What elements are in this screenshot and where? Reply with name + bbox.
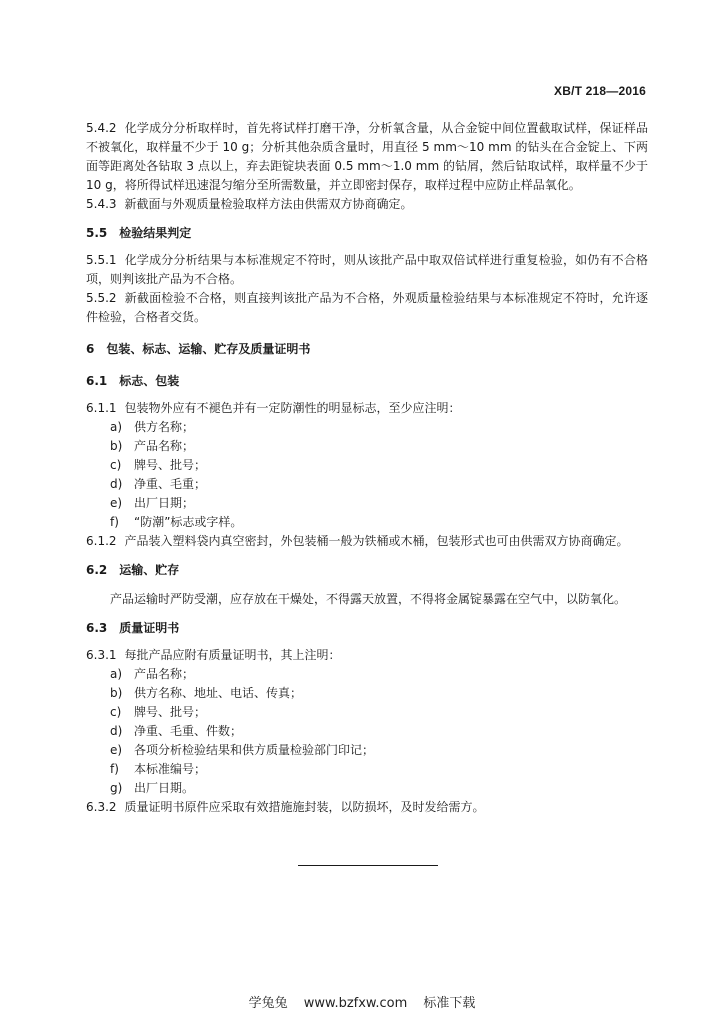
clause-6-3-2 xyxy=(86,798,648,817)
clause-number: 5.5.1 xyxy=(86,253,117,267)
clause-number: 6.1.1 xyxy=(86,401,117,415)
clause-text: 包装物外应有不褪色并有一定防潮性的明显标志，至少应注明： xyxy=(124,401,461,415)
page-footer xyxy=(0,992,724,1011)
list-marker: c) xyxy=(110,705,122,719)
list-marker: f) xyxy=(110,515,119,529)
list-item xyxy=(86,703,648,722)
clause-text: 每批产品应附有质量证明书，其上注明： xyxy=(124,648,341,662)
list-item xyxy=(86,437,648,456)
section-title: 标志、包装 xyxy=(119,374,180,388)
clause-number: 5.4.2 xyxy=(86,121,117,135)
list-item xyxy=(86,475,648,494)
section-title: 检验结果判定 xyxy=(119,226,192,240)
list-item-text: 出厂日期； xyxy=(134,496,195,510)
list-item-text: 供方名称、地址、电话、传真； xyxy=(134,686,303,700)
list-item-text: 产品名称； xyxy=(134,439,195,453)
chapter-heading-6 xyxy=(86,340,648,359)
clause-6-3-1 xyxy=(86,646,648,665)
section-title: 质量证明书 xyxy=(119,621,180,635)
list-item xyxy=(86,684,648,703)
list-marker: f) xyxy=(110,762,119,776)
transport-text: 产品运输时严防受潮，应存放在干燥处，不得露天放置，不得将金属锭暴露在空气中，以防氧化。 xyxy=(110,592,627,606)
clause-text: 新截面与外观质量检验取样方法由供需双方协商确定。 xyxy=(124,197,413,211)
marking-list xyxy=(86,418,648,532)
certificate-list xyxy=(86,665,648,798)
list-marker: b) xyxy=(110,439,123,453)
list-marker: a) xyxy=(110,667,123,681)
list-marker: c) xyxy=(110,458,122,472)
list-marker: d) xyxy=(110,724,123,738)
clause-text: 新截面检验不合格，则直接判该批产品为不合格，外观质量检验结果与本标准规定不符时，允许逐件检验，合格者交货。 xyxy=(86,291,648,324)
list-item-text: 牌号、批号； xyxy=(134,458,207,472)
list-item-text: 净重、毛重； xyxy=(134,477,207,491)
clause-5-5-1 xyxy=(86,251,648,289)
list-marker: e) xyxy=(110,496,123,510)
list-item xyxy=(86,418,648,437)
clause-number: 6.1.2 xyxy=(86,534,117,548)
list-item-text: “防潮”标志或字样。 xyxy=(134,515,243,529)
section-heading-5-5 xyxy=(86,224,648,243)
list-item xyxy=(86,513,648,532)
clause-text: 质量证明书原件应采取有效措施施封装，以防损坏，及时发给需方。 xyxy=(124,800,485,814)
clause-text: 化学成分分析结果与本标准规定不符时，则从该批产品中取双倍试样进行重复检验，如仍有不合格项，则判该批产品为不合格。 xyxy=(86,253,648,286)
list-item-text: 出厂日期。 xyxy=(134,781,195,795)
list-marker: g) xyxy=(110,781,123,795)
list-item xyxy=(86,494,648,513)
clause-number: 6.3.2 xyxy=(86,800,117,814)
section-heading-6-1 xyxy=(86,372,648,391)
list-item-text: 各项分析检验结果和供方质量检验部门印记； xyxy=(134,743,375,757)
section-number: 6.1 xyxy=(86,374,108,388)
section-number: 5.5 xyxy=(86,226,108,240)
list-item xyxy=(86,665,648,684)
section-title: 运输、贮存 xyxy=(119,563,180,577)
list-item-text: 产品名称； xyxy=(134,667,195,681)
clause-number: 6.3.1 xyxy=(86,648,117,662)
chapter-number: 6 xyxy=(86,342,95,356)
list-marker: d) xyxy=(110,477,123,491)
end-of-document-rule xyxy=(298,865,438,866)
clause-6-1-2 xyxy=(86,532,648,551)
list-marker: b) xyxy=(110,686,123,700)
section-heading-6-2 xyxy=(86,561,648,580)
chapter-title: 包装、标志、运输、贮存及质量证明书 xyxy=(106,342,311,356)
footer-url[interactable]: www.bzfxw.com xyxy=(303,996,408,1011)
clause-6-1-1 xyxy=(86,399,648,418)
footer-site-name: 学兔兔 xyxy=(248,996,288,1011)
footer-tagline: 标准下载 xyxy=(423,996,476,1011)
standard-number: XB/T 218—2016 xyxy=(554,84,646,98)
list-item xyxy=(86,456,648,475)
list-marker: a) xyxy=(110,420,123,434)
clause-5-4-3 xyxy=(86,195,648,214)
list-item xyxy=(86,760,648,779)
clause-text: 化学成分分析取样时，首先将试样打磨干净，分析氧含量，从合金锭中间位置截取试样，保证样品不被氧化，取样量不少于 10 g；分析其他杂质含量时，用直径 5 mm～10 mm 的钻头在合金锭上、下两面等距离处各钻取 3 点以上，弃去距锭块表面 0.5 mm～1.0 mm 的钻屑，然后钻取试样，取样量不少于 10 g，将所得试样迅速混匀缩分至所需数量，并立即密封保存，取样过程中应防止样品氧化。 xyxy=(86,121,648,192)
clause-text: 产品装入塑料袋内真空密封，外包装桶一般为铁桶或木桶，包装形式也可由供需双方协商确定。 xyxy=(124,534,629,548)
section-number: 6.3 xyxy=(86,621,108,635)
list-item xyxy=(86,722,648,741)
list-item xyxy=(86,779,648,798)
list-item-text: 本标准编号； xyxy=(134,762,207,776)
clause-5-4-2 xyxy=(86,119,648,195)
clause-5-5-2 xyxy=(86,289,648,327)
list-item xyxy=(86,741,648,760)
clause-number: 5.5.2 xyxy=(86,291,117,305)
list-item-text: 牌号、批号； xyxy=(134,705,207,719)
list-item-text: 供方名称； xyxy=(134,420,195,434)
document-body xyxy=(86,119,648,817)
list-marker: e) xyxy=(110,743,123,757)
clause-number: 5.4.3 xyxy=(86,197,117,211)
section-heading-6-3 xyxy=(86,619,648,638)
section-number: 6.2 xyxy=(86,563,108,577)
list-item-text: 净重、毛重、件数； xyxy=(134,724,243,738)
